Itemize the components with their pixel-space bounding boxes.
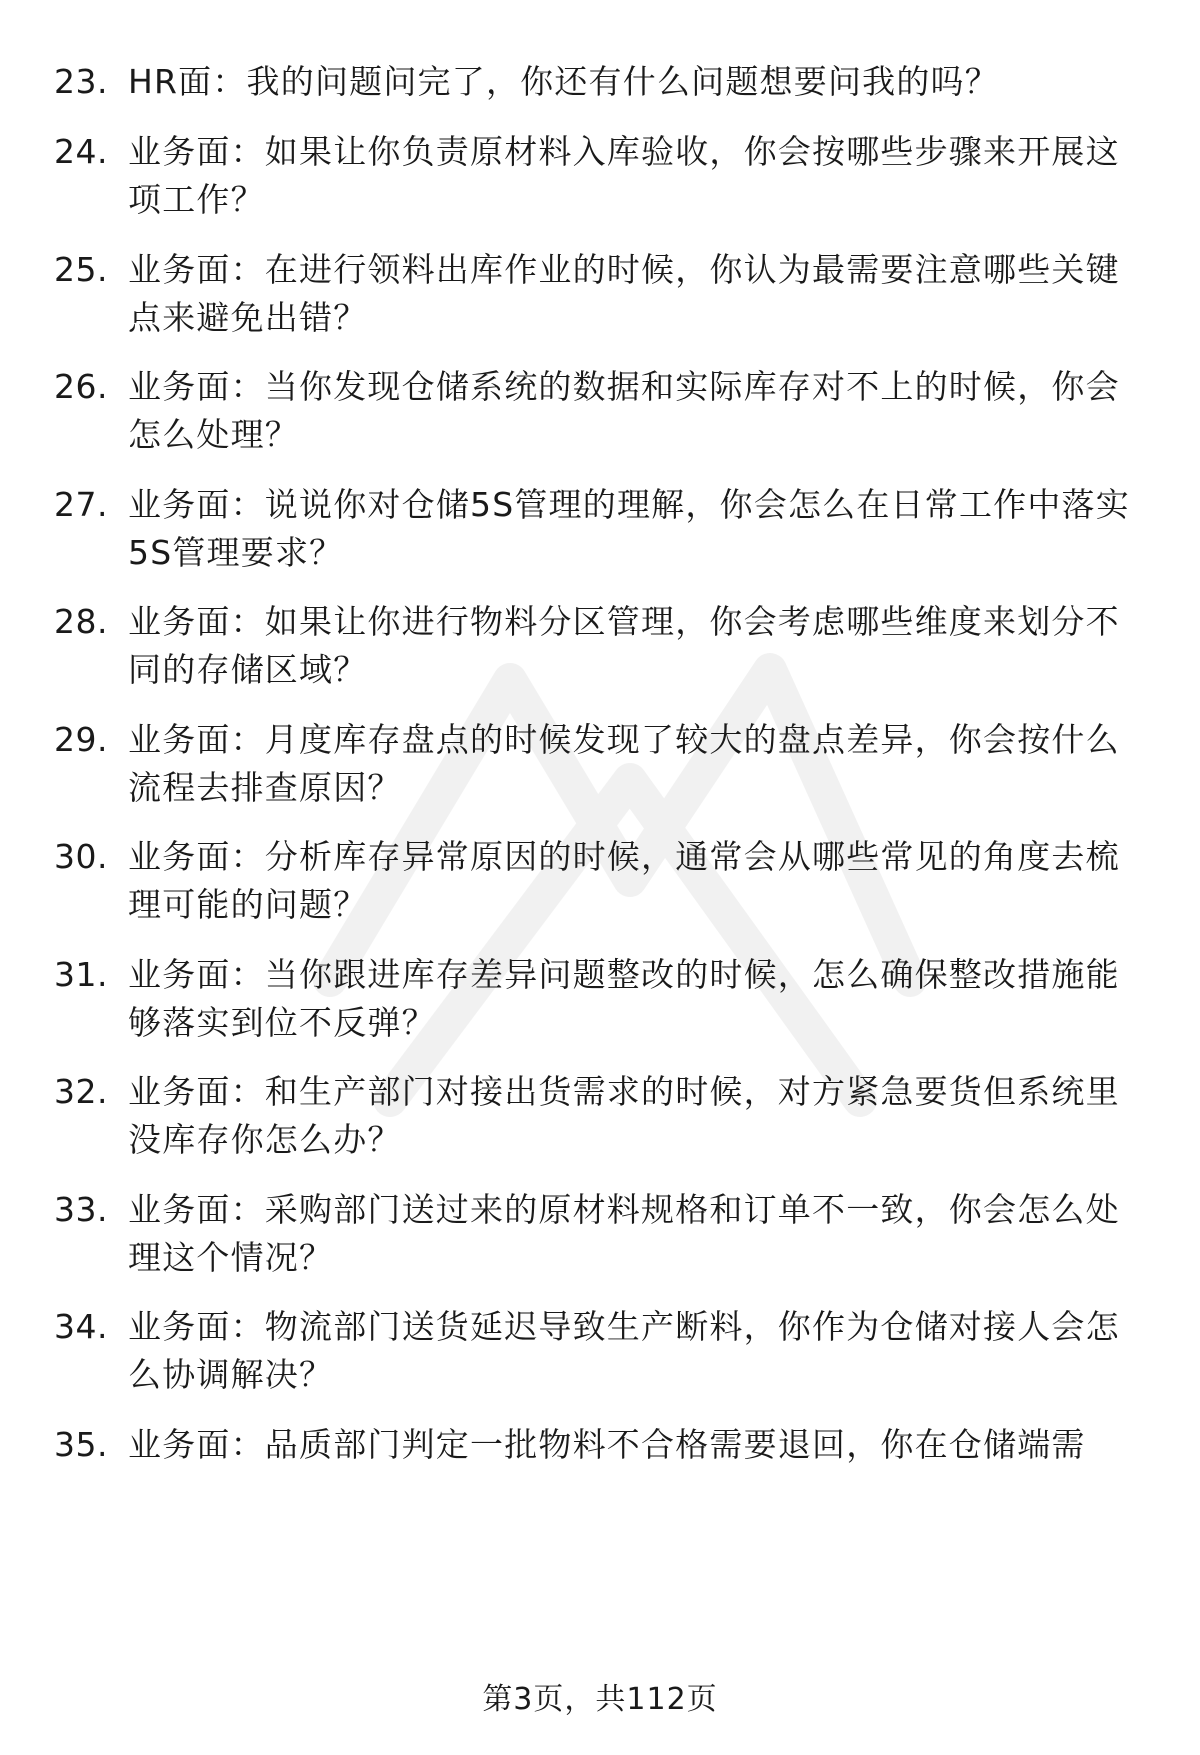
question-text: 业务面：说说你对仓储5S管理的理解，你会怎么在日常工作中落实5S管理要求？ [128,485,1130,572]
question-text: 业务面：和生产部门对接出货需求的时候，对方紧急要货但系统里没库存你怎么办？ [128,1072,1120,1159]
question-number: 30. [54,837,108,876]
question-text: HR面：我的问题问完了，你还有什么问题想要问我的吗？ [128,62,999,101]
question-number: 23. [54,62,108,101]
question-number: 24. [54,132,108,171]
question-number: 33. [54,1190,108,1229]
question-text: 业务面：如果让你负责原材料入库验收，你会按哪些步骤来开展这项工作？ [128,132,1120,219]
page-number-footer: 第3页，共112页 [482,1682,718,1717]
question-text: 业务面：分析库存异常原因的时候，通常会从哪些常见的角度去梳理可能的问题？ [128,837,1120,924]
question-number: 27. [54,485,108,524]
question-text: 业务面：当你发现仓储系统的数据和实际库存对不上的时候，你会怎么处理？ [128,367,1120,454]
question-number: 35. [54,1425,108,1464]
question-text: 业务面：如果让你进行物料分区管理，你会考虑哪些维度来划分不同的存储区域？ [128,602,1120,689]
question-text: 业务面：品质部门判定一批物料不合格需要退回，你在仓储端需 [128,1425,1086,1464]
question-number: 29. [54,720,108,759]
question-number: 28. [54,602,108,641]
question-text: 业务面：物流部门送货延迟导致生产断料，你作为仓储对接人会怎么协调解决？ [128,1307,1120,1394]
question-number: 31. [54,955,108,994]
question-text: 业务面：在进行领料出库作业的时候，你认为最需要注意哪些关键点来避免出错？ [128,250,1120,337]
question-text: 业务面：采购部门送过来的原材料规格和订单不一致，你会怎么处理这个情况？ [128,1190,1120,1277]
question-text: 业务面：当你跟进库存差异问题整改的时候，怎么确保整改措施能够落实到位不反弹？ [128,955,1120,1042]
question-number: 26. [54,367,108,406]
question-number: 32. [54,1072,108,1111]
question-number: 25. [54,250,108,289]
question-number: 34. [54,1307,108,1346]
question-text: 业务面：月度库存盘点的时候发现了较大的盘点差异，你会按什么流程去排查原因？ [128,720,1120,807]
